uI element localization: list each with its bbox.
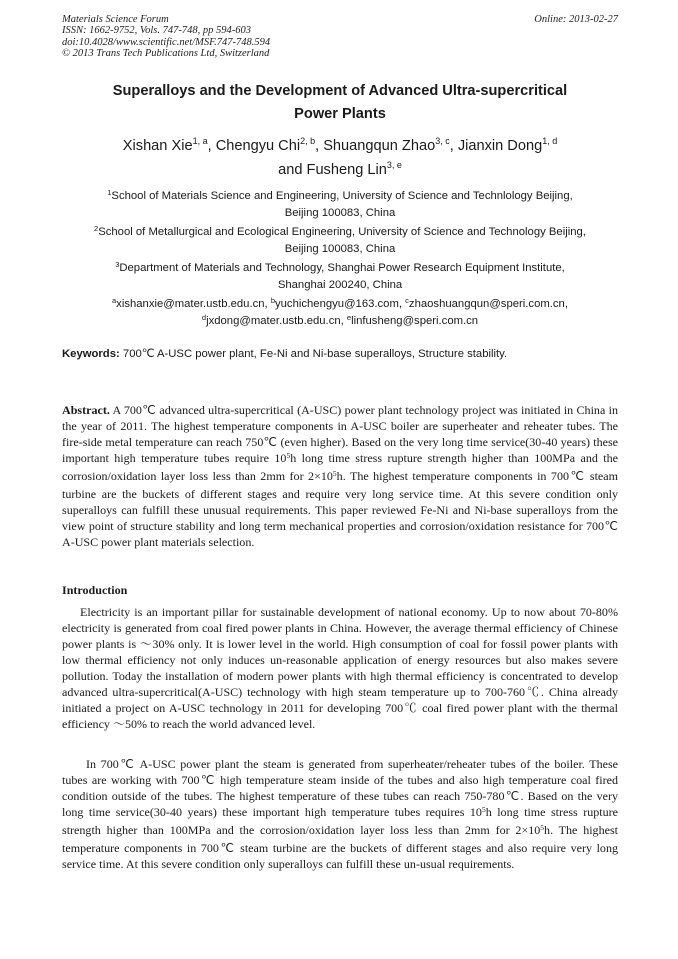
affiliation-line bbox=[62, 260, 618, 277]
affiliation-city: Shanghai 200240, China bbox=[277, 279, 403, 291]
author-sup: 1, a bbox=[192, 136, 208, 146]
affiliation-city: Beijing 100083, China bbox=[284, 243, 396, 255]
affiliation-3 bbox=[62, 260, 618, 293]
affiliation-sup: 1 bbox=[107, 188, 112, 197]
email-line-1 bbox=[62, 296, 618, 313]
affiliation-sup: 2 bbox=[94, 224, 99, 233]
authors-joiner: and bbox=[278, 162, 303, 178]
affiliation-text: Department of Materials and Technology, Shanghai Power Research Equipment Institute, bbox=[119, 262, 565, 274]
email-address: zhaoshuangqun@speri.com.cn, bbox=[408, 298, 568, 310]
author-name: Shuangqun Zhao bbox=[323, 138, 436, 154]
intro-paragraph-1: Electricity is an important pillar for sustainable development of national economy. Up to now about 70-80% electricity is generated from coal fired power plants in China. However, the average thermal efficiency of Chinese power plants is ～30% only. It is lower level in the world. High consumption of coal for fossil power plants with low thermal efficiency not only induces un-reasonable application of energy resources but also makes severe pollution. Today the installation of modern power plants with high thermal efficiency is concentrated to develop advanced ultra-supercritical(A-USC) technology with high steam temperature up to 700-760℃. China already initiated a project on A-USC technology in 2011 for developing 700℃ coal fired power plant with the thermal efficiency ～50% to reach the world advanced level. bbox=[62, 605, 618, 731]
keywords-label: Keywords: bbox=[62, 348, 120, 360]
affiliation-line bbox=[62, 188, 618, 205]
email-sup: d bbox=[201, 313, 207, 322]
section-heading-introduction: Introduction bbox=[62, 583, 128, 597]
author-name: Chengyu Chi bbox=[215, 138, 301, 154]
author-sup: 2, b bbox=[300, 136, 316, 146]
affiliation-sup: 3 bbox=[115, 260, 120, 269]
paragraph-text: In 700℃ A-USC power plant the steam is generated from superheater/reheater tubes of the boiler. These tubes are working with 700℃ high temperature steam inside of the tubes and also high temperature coal fired condition outside of the tubes. The highest temperature of these tubes can reach 750-780℃. Based on the very long time service(30-40 years) these important high temperature tubes requires 10 bbox=[62, 757, 618, 819]
doi-line: doi:10.4028/www.scientific.net/MSF.747-748.594 bbox=[62, 36, 271, 48]
author-sup: 3, e bbox=[386, 160, 402, 170]
email-address: jxdong@mater.ustb.edu.cn, bbox=[206, 315, 344, 327]
title-line-2: Power Plants bbox=[294, 106, 386, 122]
author-name: Xishan Xie bbox=[122, 138, 193, 154]
affiliation-text: School of Materials Science and Engineering, University of Science and Technlology Beijing, bbox=[111, 190, 573, 202]
email-list bbox=[62, 296, 618, 330]
title-line-1: Superalloys and the Development of Advanced Ultra-supercritical bbox=[112, 83, 568, 99]
superscript: 5 bbox=[540, 823, 545, 832]
issn-line: ISSN: 1662-9752, Vols. 747-748, pp 594-603 bbox=[62, 25, 251, 37]
email-address: linfusheng@speri.com.cn bbox=[351, 315, 479, 327]
journal-name: Materials Science Forum bbox=[62, 14, 169, 25]
authors-line-1: Xishan Xie$^{1, a}$, Chengyu Chi$^{2, b}$, Shuangqun Zhao$^{3, c}$, Jianxin Dong$^{1, d}$ bbox=[122, 136, 558, 154]
author-sup: 1, d bbox=[542, 136, 558, 146]
email-line-2 bbox=[62, 313, 618, 330]
superscript: 5 bbox=[332, 469, 337, 478]
superscript: 5 bbox=[481, 805, 486, 814]
abstract-text: h long time stress rupture strength higher than 100MPa and the corrosion/oxidation layer loss less than 2mm for 2×10 bbox=[62, 451, 618, 483]
email-address: yuchichengyu@163.com, bbox=[275, 298, 403, 310]
affiliation-text: School of Metallurgical and Ecological Engineering, University of Science and Technology Beijing, bbox=[98, 226, 586, 238]
abstract-text: A 700℃ advanced ultra-supercritical (A-USC) power plant technology project was initiated in China in the year of 2011. The highest temperature components in A-USC boiler are superheater and reheater tubes. The fire-side metal temperature can reach 750℃ (even higher). Based on the very long time service(30-40 years) these important high temperature tubes require 10 bbox=[62, 403, 618, 465]
paragraph-text: h. The highest temperature components in 700℃ steam turbine are the buckets of different stages and also require very long service time. At this severe condition only superalloys can fulfill these un-usual requirements. bbox=[62, 823, 618, 871]
authors-line-2 bbox=[62, 159, 618, 183]
email-sup: b bbox=[270, 296, 275, 305]
keywords-text: 700℃ A-USC power plant, Fe-Ni and Ni-base superalloys, Structure stability. bbox=[122, 348, 508, 360]
email-sup: a bbox=[112, 296, 117, 305]
abstract bbox=[62, 402, 618, 550]
affiliation-2 bbox=[62, 224, 618, 257]
author-name: Jianxin Dong bbox=[457, 138, 543, 154]
copyright-line: © 2013 Trans Tech Publications Ltd, Switzerland bbox=[62, 48, 270, 60]
abstract-text: h. The highest temperature components in 700℃ steam turbine are the buckets of different stages and require very long service time. At this severe condition only superalloys can fulfill these unusual requirements. This paper reviewed Fe-Ni and Ni-base superalloys from the view point of structure stability and long term mechanical properties and corrosion/oxidation resistance for 700℃ A-USC power plant materials selection. bbox=[62, 469, 618, 549]
email-sup: e bbox=[346, 313, 352, 322]
keywords bbox=[62, 346, 618, 362]
email-address: xishanxie@mater.ustb.edu.cn, bbox=[116, 298, 268, 310]
intro-paragraph-2 bbox=[62, 756, 618, 872]
superscript: 5 bbox=[286, 451, 291, 460]
paragraph-text: h long time stress rupture strength higher than 100MPa and the corrosion/oxidation layer loss less than 2mm for 2×10 bbox=[62, 805, 618, 837]
author-sup: 3, c bbox=[435, 136, 450, 146]
author-list bbox=[62, 135, 618, 183]
abstract-label: Abstract. bbox=[62, 403, 110, 417]
author-name: Fusheng Lin bbox=[306, 162, 387, 178]
online-date: Online: 2013-02-27 bbox=[534, 14, 618, 25]
journal-header bbox=[62, 14, 618, 60]
affiliation-line bbox=[62, 224, 618, 241]
paper-title bbox=[62, 80, 618, 126]
affiliation-city: Beijing 100083, China bbox=[284, 207, 396, 219]
email-sup: c bbox=[405, 296, 409, 305]
affiliation-1 bbox=[62, 188, 618, 221]
